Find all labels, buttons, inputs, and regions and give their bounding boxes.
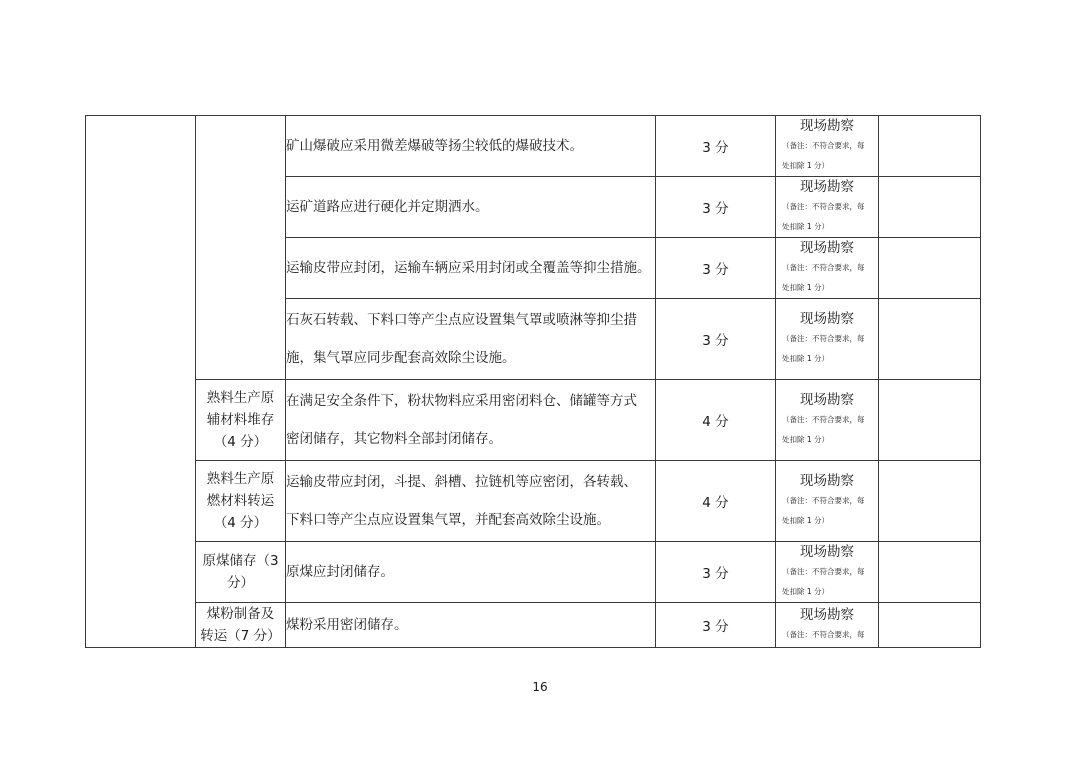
remark-cell <box>879 461 981 542</box>
method-cell: 现场勘察 （备注：不符合要求，每 处扣除 1 分） <box>776 238 879 299</box>
method-cell: 现场勘察 （备注：不符合要求，每 处扣除 1 分） <box>776 380 879 461</box>
score-cell: 3 分 <box>656 238 776 299</box>
score-cell: 4 分 <box>656 380 776 461</box>
score-cell: 3 分 <box>656 299 776 380</box>
table-row <box>86 380 981 461</box>
remark-cell <box>879 238 981 299</box>
category-cell: 煤粉制备及 转运（7 分） <box>196 603 286 648</box>
score-cell: 3 分 <box>656 116 776 177</box>
score-cell: 4 分 <box>656 461 776 542</box>
remark-cell <box>879 299 981 380</box>
requirement-cell: 运输皮带应封闭，斗提、斜槽、拉链机等应密闭，各转载、 下料口等产尘点应设置集气罩，并配套高效除尘设施。 <box>286 461 656 542</box>
score-cell: 3 分 <box>656 542 776 603</box>
table-row <box>86 603 981 648</box>
category-cell: 熟料生产原 燃材料转运 （4 分） <box>196 461 286 542</box>
table-row <box>86 116 981 177</box>
requirement-cell: 原煤应封闭储存。 <box>286 542 656 603</box>
table-row <box>86 542 981 603</box>
category-cell: 熟料生产原 辅材料堆存 （4 分） <box>196 380 286 461</box>
table-row <box>86 461 981 542</box>
category-cell <box>196 116 286 380</box>
requirement-cell: 矿山爆破应采用微差爆破等扬尘较低的爆破技术。 <box>286 116 656 177</box>
remark-cell <box>879 116 981 177</box>
method-cell: 现场勘察 （备注：不符合要求，每 处扣除 1 分） <box>776 177 879 238</box>
page-number: 16 <box>532 680 548 694</box>
method-cell: 现场勘察 （备注：不符合要求，每 处扣除 1 分） <box>776 299 879 380</box>
remark-cell <box>879 177 981 238</box>
remark-cell <box>879 380 981 461</box>
score-cell: 3 分 <box>656 603 776 648</box>
requirement-cell: 石灰石转载、下料口等产尘点应设置集气罩或喷淋等抑尘措 施，集气罩应同步配套高效除尘设施。 <box>286 299 656 380</box>
assessment-table <box>85 115 981 648</box>
method-cell: 现场勘察 （备注：不符合要求，每 <box>776 603 879 648</box>
requirement-cell: 运输皮带应封闭，运输车辆应采用封闭或全覆盖等抑尘措施。 <box>286 238 656 299</box>
category-cell: 原煤储存（3 分） <box>196 542 286 603</box>
requirement-cell: 在满足安全条件下，粉状物料应采用密闭料仓、储罐等方式 密闭储存，其它物料全部封闭储存。 <box>286 380 656 461</box>
remark-cell <box>879 603 981 648</box>
remark-cell <box>879 542 981 603</box>
requirement-cell: 运矿道路应进行硬化并定期洒水。 <box>286 177 656 238</box>
method-cell: 现场勘察 （备注：不符合要求，每 处扣除 1 分） <box>776 116 879 177</box>
method-cell: 现场勘察 （备注：不符合要求，每 处扣除 1 分） <box>776 461 879 542</box>
main-category-cell <box>86 116 196 648</box>
requirement-cell: 煤粉采用密闭储存。 <box>286 603 656 648</box>
method-cell: 现场勘察 （备注：不符合要求，每 处扣除 1 分） <box>776 542 879 603</box>
score-cell: 3 分 <box>656 177 776 238</box>
